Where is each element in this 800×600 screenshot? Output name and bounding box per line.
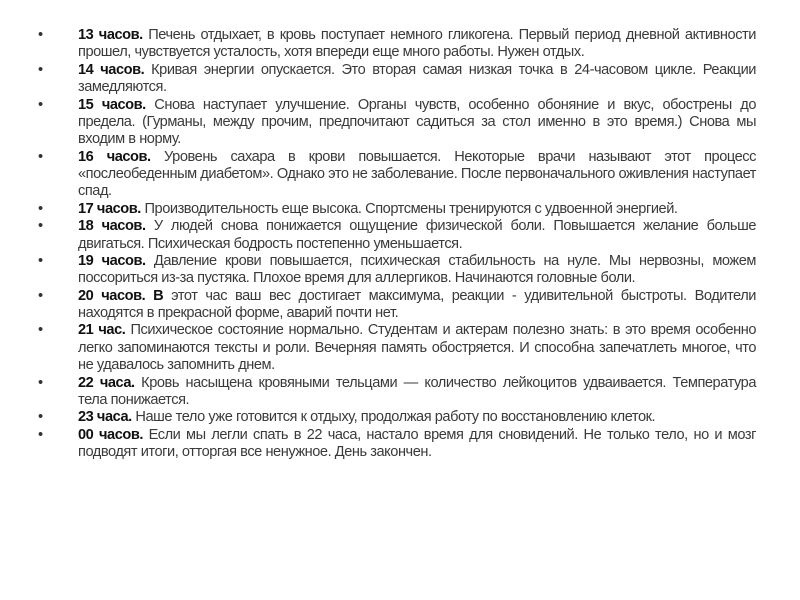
hour-description: Наше тело уже готовится к отдыху, продолжая работу по восстановлению клеток. (131, 409, 656, 426)
list-item (38, 200, 756, 218)
hour-description: Психическое состояние нормально. Студентам и актерам полезно знать: в это время особенно легко запоминаются тексты и роли. Вечерняя память обостряется. И способна запечатлеть многое, что не удавалось запомнить днем. (78, 322, 756, 374)
bullet-icon: • (38, 218, 43, 235)
bullet-icon: • (38, 409, 43, 426)
hourly-schedule-list (38, 27, 756, 461)
hour-description: Давление крови повышается, психическая стабильность на нуле. Мы нервозны, можем поссориться из-за пустяка. Плохое время для аллергиков. Начинаются головные боли. (78, 252, 756, 287)
hour-description: Уровень сахара в крови повышается. Некоторые врачи называют этот процесс «послеобеденным диабетом». Однако это не заболевание. После первоначального оживления наступает спад. (78, 148, 756, 200)
list-item (38, 61, 756, 97)
list-item (38, 27, 756, 62)
hour-description: Кровь насыщена кровяными тельцами — количество лейкоцитов удваивается. Температура тела понижается. (78, 374, 756, 408)
hour-label: 19 часов. (78, 252, 146, 269)
hour-label: 22 часа. (78, 374, 135, 391)
hour-label: 13 часов. (78, 27, 143, 43)
bullet-icon: • (38, 287, 43, 304)
hour-label: 17 часов. (78, 200, 141, 217)
bullet-icon: • (38, 61, 43, 78)
bullet-icon: • (38, 27, 43, 43)
hour-label: 14 часов. (78, 61, 145, 78)
hour-description: Печень отдыхает, в кровь поступает немного гликогена. Первый период дневной активности прошел, чувствуется усталость, хотя впереди еще много работы. Нужен отдых. (78, 27, 756, 61)
list-item (38, 287, 756, 323)
hour-label: 21 час. (78, 322, 126, 339)
hour-label: 20 часов. В (78, 287, 164, 304)
hour-description: У людей снова понижается ощущение физической боли. Повышается желание больше двигаться. Психическая бодрость постепенно уменьшается. (78, 218, 756, 252)
list-item (38, 409, 756, 426)
hour-description: Кривая энергии опускается. Это вторая самая низкая точка в 24-часовом цикле. Реакции замедляются. (78, 61, 756, 96)
bullet-icon: • (38, 200, 43, 217)
list-item (38, 96, 756, 149)
list-item (38, 426, 756, 462)
bullet-icon: • (38, 426, 43, 443)
hour-description: Производительность еще высока. Спортсмены тренируются с удвоенной энергией. (140, 200, 678, 217)
list-item (38, 374, 756, 410)
hour-label: 00 часов. (78, 426, 143, 443)
bullet-icon: • (38, 148, 43, 165)
list-item (38, 218, 756, 253)
list-item (38, 148, 756, 201)
bullet-icon: • (38, 322, 43, 339)
list-item (38, 322, 756, 374)
bullet-icon: • (38, 252, 43, 269)
hour-label: 18 часов. (78, 218, 146, 235)
hour-label: 15 часов. (78, 96, 146, 113)
bullet-icon: • (38, 96, 43, 113)
hour-description: Снова наступает улучшение. Органы чувств, особенно обоняние и вкус, обострены до предела. (Гурманы, между прочим, предпочитают садиться за стол именно в это время.) Снова мы входим в норму. (78, 96, 756, 148)
bullet-icon: • (38, 374, 43, 391)
hour-label: 23 часа. (78, 409, 132, 426)
hour-description: Если мы легли спать в 22 часа, настало время для сновидений. Не только тело, но и мозг подводят итоги, отторгая все ненужное. День закончен. (78, 426, 756, 460)
list-item (38, 252, 756, 288)
hour-description: этот час ваш вес достигает максимума, реакции - удивительной быстроты. Водители находятся в прекрасной форме, аварий почти нет. (78, 287, 756, 321)
hour-label: 16 часов. (78, 148, 151, 165)
